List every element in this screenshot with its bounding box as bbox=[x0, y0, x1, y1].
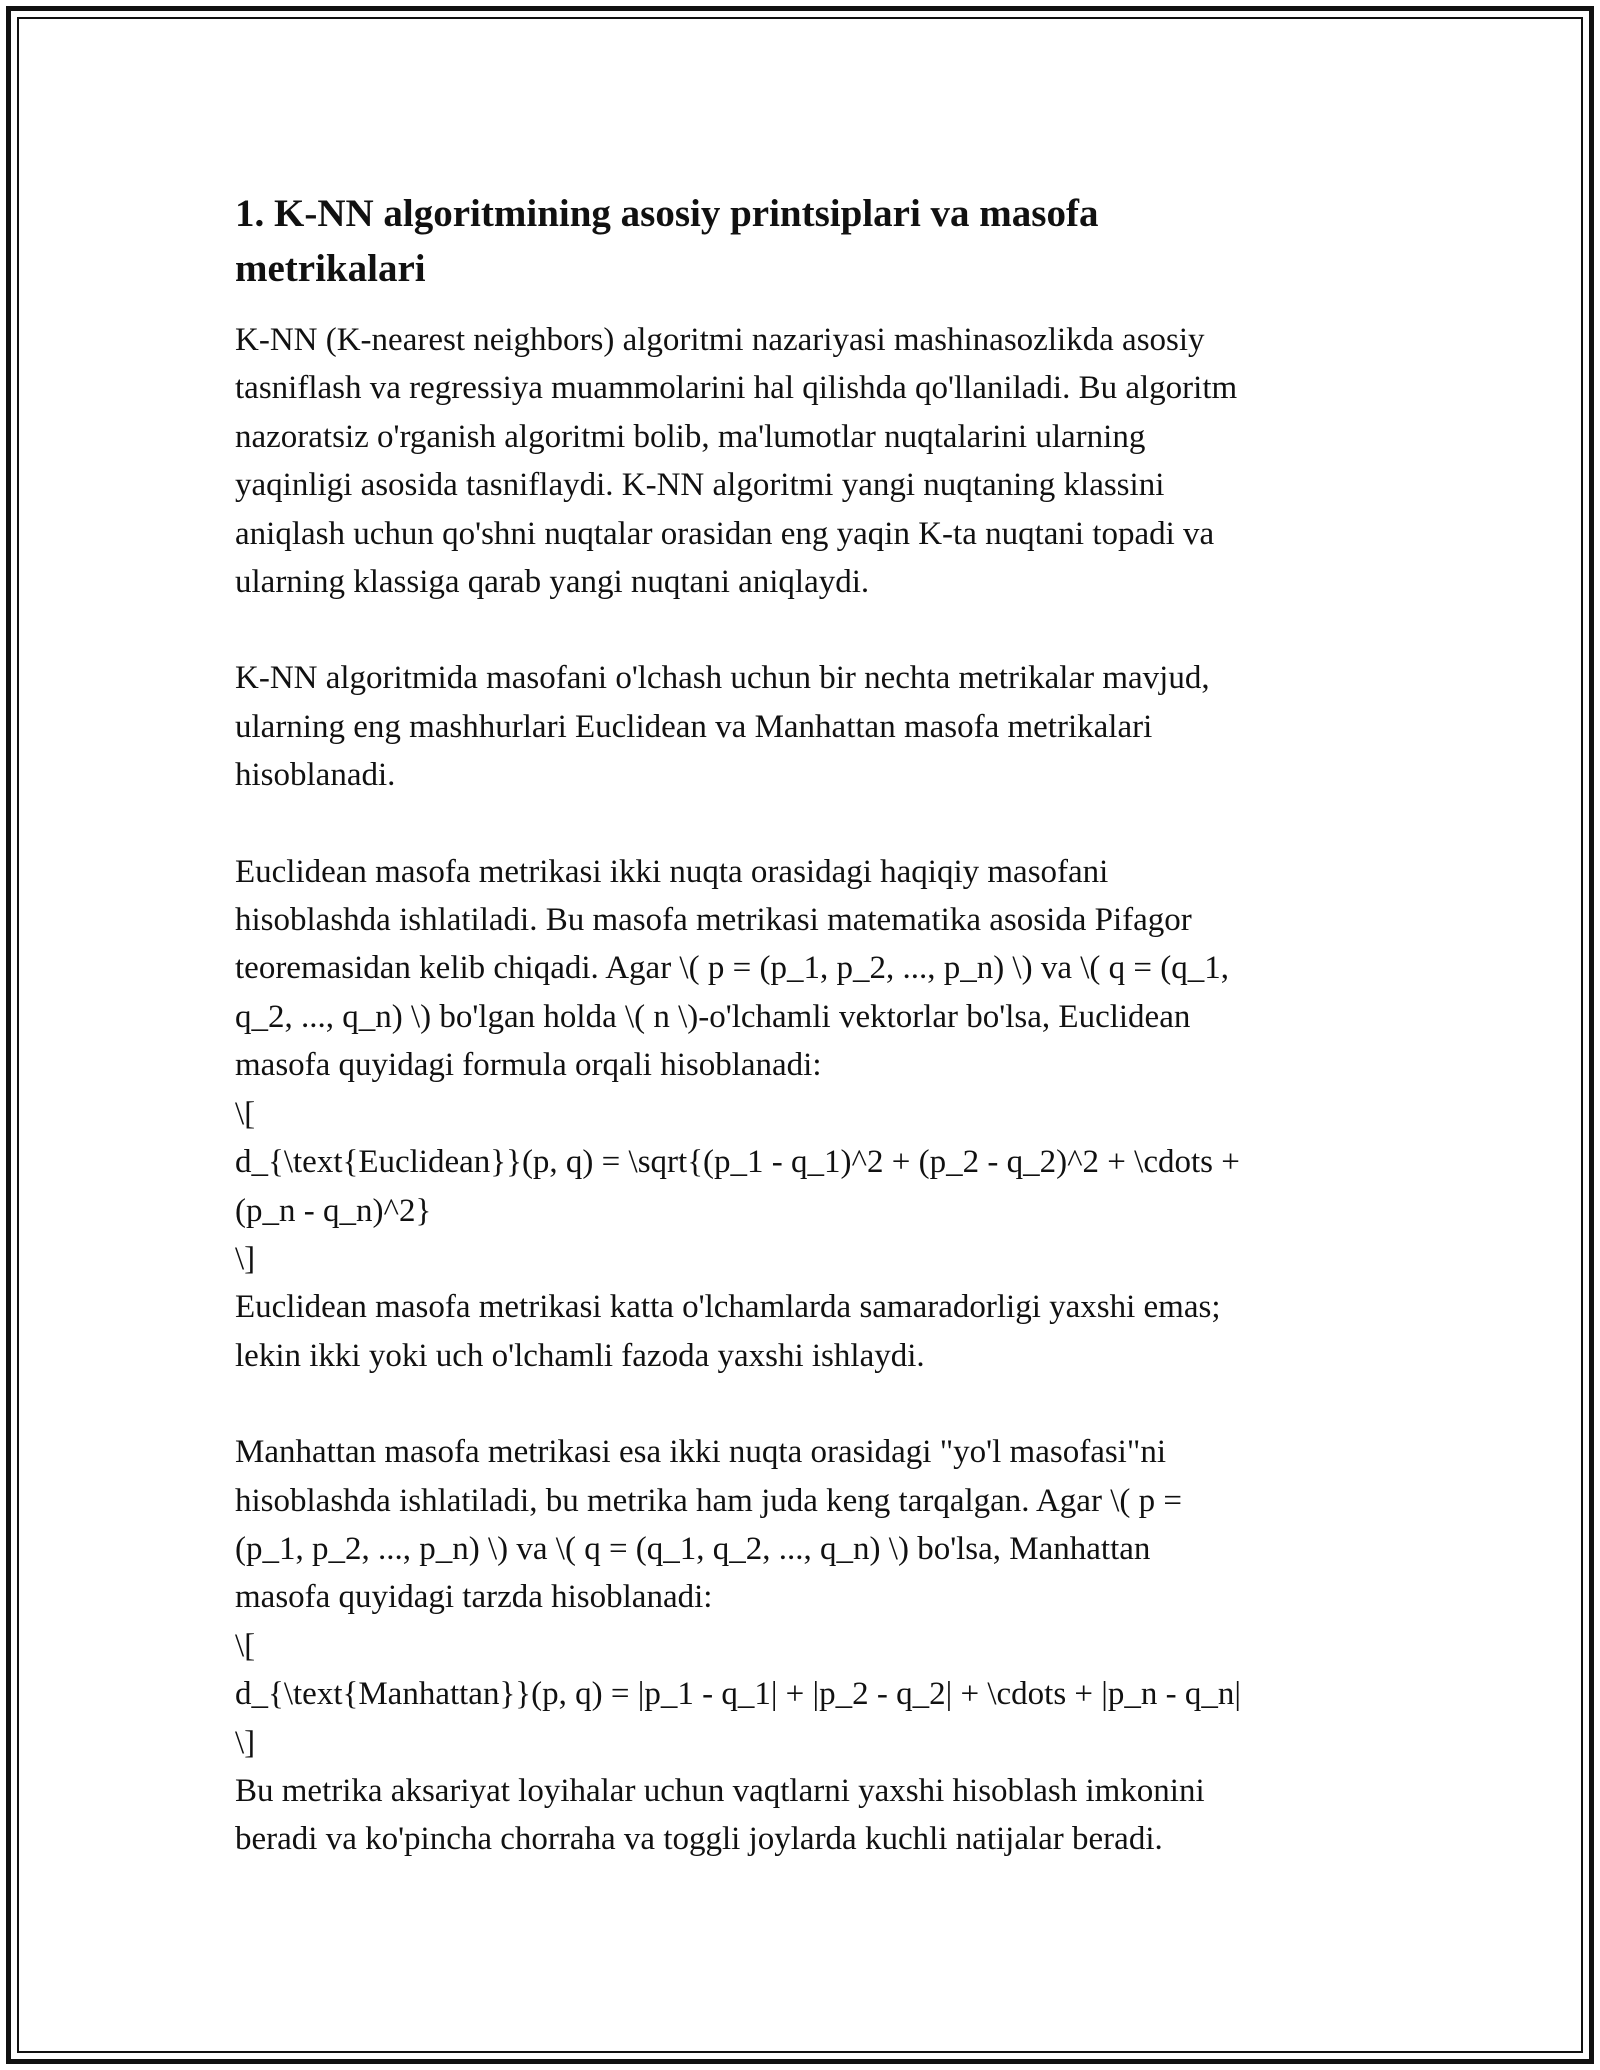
text-line: q_2, ..., q_n) \) bo'lgan holda \( n \)-o'lchamli vektorlar bo'lsa, Euclidean bbox=[235, 998, 1191, 1035]
paragraph bbox=[235, 1428, 1365, 1864]
text-line: nazoratsiz o'rganish algoritmi bolib, ma'lumotlar nuqtalarini ularning bbox=[235, 418, 1146, 455]
paragraph bbox=[235, 848, 1365, 1380]
text-line: Manhattan masofa metrikasi esa ikki nuqta orasidagi "yo'l masofasi"ni bbox=[235, 1434, 1166, 1471]
text-line: hisoblanadi. bbox=[235, 757, 396, 794]
text-line: Euclidean masofa metrikasi katta o'lchamlarda samaradorligi yaxshi emas; bbox=[235, 1289, 1221, 1326]
text-line: lekin ikki yoki uch o'lchamli fazoda yaxshi ishlaydi. bbox=[235, 1337, 925, 1374]
text-line: Euclidean masofa metrikasi ikki nuqta orasidagi haqiqiy masofani bbox=[235, 853, 1109, 890]
paragraph-gap bbox=[235, 1380, 1365, 1428]
text-line: tasniflash va regressiya muammolarini hal qilishda qo'llaniladi. Bu algoritm bbox=[235, 370, 1238, 407]
text-line: hisoblashda ishlatiladi. Bu masofa metrikasi matematika asosida Pifagor bbox=[235, 902, 1192, 939]
paragraph bbox=[235, 654, 1365, 799]
paragraph-gap bbox=[235, 606, 1365, 654]
text-line: K-NN algoritmida masofani o'lchash uchun bir nechta metrikalar mavjud, bbox=[235, 660, 1210, 697]
text-line: masofa quyidagi formula orqali hisoblanadi: bbox=[235, 1047, 822, 1084]
paragraph bbox=[235, 316, 1365, 606]
text-line: yaqinligi asosida tasniflaydi. K-NN algoritmi yangi nuqtaning klassini bbox=[235, 467, 1165, 504]
text-line: Bu metrika aksariyat loyihalar uchun vaqtlarni yaxshi hisoblash imkonini bbox=[235, 1772, 1205, 1809]
section-heading bbox=[235, 186, 1365, 296]
text-line: teoremasidan kelib chiqadi. Agar \( p = (p_1, p_2, ..., p_n) \) va \( q = (q_1, bbox=[235, 950, 1229, 987]
text-line: d_{\text{Manhattan}}(p, q) = |p_1 - q_1| + |p_2 - q_2| + \cdots + |p_n - q_n| bbox=[235, 1676, 1241, 1713]
text-line: masofa quyidagi tarzda hisoblanadi: bbox=[235, 1579, 713, 1616]
text-line: K-NN (K-nearest neighbors) algoritmi nazariyasi mashinasozlikda asosiy bbox=[235, 322, 1205, 358]
text-line: d_{\text{Euclidean}}(p, q) = \sqrt{(p_1 - q_1)^2 + (p_2 - q_2)^2 + \cdots + bbox=[235, 1144, 1240, 1181]
text-line: \[ bbox=[235, 1095, 256, 1132]
text-line: \[ bbox=[235, 1627, 256, 1664]
text-line: beradi va ko'pincha chorraha va toggli joylarda kuchli natijalar beradi. bbox=[235, 1821, 1163, 1858]
text-line: ularning eng mashhurlari Euclidean va Manhattan masofa metrikalari bbox=[235, 708, 1153, 745]
text-line: (p_n - q_n)^2} bbox=[235, 1192, 432, 1229]
text-line: aniqlash uchun qo'shni nuqtalar orasidan eng yaqin K-ta nuqtani topadi va bbox=[235, 515, 1215, 552]
paragraphs bbox=[235, 316, 1365, 1864]
text-line: ularning klassiga qarab yangi nuqtani aniqlaydi. bbox=[235, 564, 870, 601]
heading-line: 1. K-NN algoritmining asosiy printsiplari va masofa bbox=[235, 192, 1099, 235]
paragraph-gap bbox=[235, 800, 1365, 848]
text-line: (p_1, p_2, ..., p_n) \) va \( q = (q_1, q_2, ..., q_n) \) bo'lsa, Manhattan bbox=[235, 1530, 1151, 1567]
text-line: \] bbox=[235, 1724, 256, 1761]
text-line: hisoblashda ishlatiladi, bu metrika ham juda keng tarqalgan. Agar \( p = bbox=[235, 1482, 1182, 1519]
text-line: \] bbox=[235, 1240, 256, 1277]
document-body bbox=[235, 186, 1365, 1864]
heading-line: metrikalari bbox=[235, 247, 426, 290]
